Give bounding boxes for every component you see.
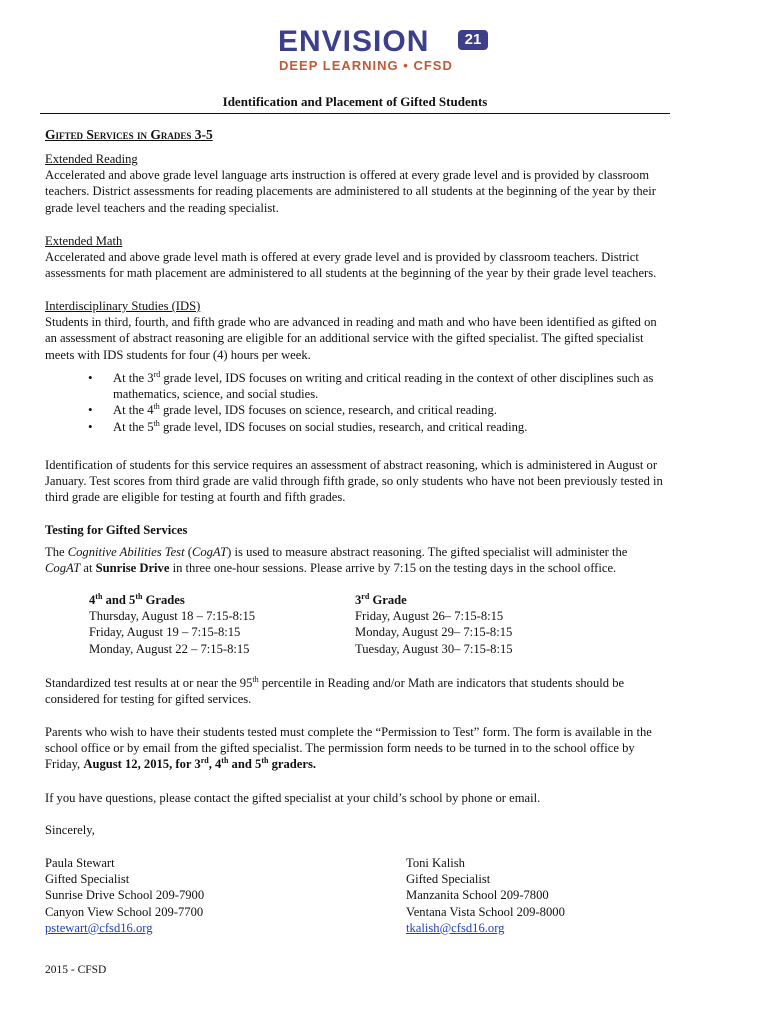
paragraph-line: school office or by email from the gifted specialist. The permission form needs to be turned in to the school office by: [45, 741, 635, 756]
paragraph-line: Accelerated and above grade level math is offered at every grade level and is provided by classroom teachers. District: [45, 250, 639, 265]
testing-heading: Testing for Gifted Services: [45, 523, 188, 537]
bullet-text: At the 4: [113, 403, 154, 418]
testing-paragraph: [45, 544, 725, 576]
email-link[interactable]: tkalish@cfsd16.org: [406, 920, 505, 935]
signer-title: Gifted Specialist: [406, 872, 491, 887]
text: ) is used to measure abstract reasoning. The gifted specialist will administer the: [227, 545, 628, 560]
signer-school: Canyon View School 209-7700: [45, 904, 204, 919]
signer-title: Gifted Specialist: [45, 872, 130, 887]
text: August 12, 2015, for 3: [83, 757, 201, 772]
ordinal-suffix: rd: [361, 592, 370, 601]
text: Grade: [369, 593, 407, 607]
extended-math-heading: Extended Math: [45, 234, 123, 248]
ordinal-suffix: th: [153, 418, 160, 428]
logo-wordmark: ENVISION: [278, 25, 430, 58]
envision-logo: [278, 26, 493, 76]
schedule-row: Thursday, August 18 – 7:15-8:15: [89, 609, 256, 624]
signature-block-stewart: [45, 855, 204, 936]
questions-line: If you have questions, please contact the gifted specialist at your child’s school by phone or email.: [45, 791, 541, 805]
paragraph-line: meets with IDS students for four (4) hours per week.: [45, 347, 311, 362]
testing-school: Sunrise Drive: [95, 561, 170, 576]
parents-paragraph: [45, 724, 725, 773]
paragraph-line: considered for testing for gifted services.: [45, 692, 252, 707]
bullet-text: grade level, IDS focuses on science, research, and critical reading.: [159, 403, 497, 418]
text: at: [80, 561, 96, 576]
text: 3: [355, 593, 362, 607]
text: Friday,: [45, 757, 84, 772]
email-link[interactable]: pstewart@cfsd16.org: [45, 920, 153, 935]
text: Grades: [142, 593, 185, 607]
ordinal-suffix: rd: [153, 370, 161, 379]
ordinal-suffix: th: [95, 592, 103, 601]
list-item: [88, 370, 718, 402]
footer: 2015 - CFSD: [45, 964, 107, 976]
ordinal-suffix: th: [153, 402, 160, 412]
paragraph-line: an assessment of abstract reasoning are eligible for an additional service with the gifted specialist. The gifted specialist: [45, 331, 644, 346]
ordinal-suffix: th: [135, 592, 143, 601]
text: graders.: [268, 757, 317, 772]
list-item: [88, 419, 718, 435]
testing-section: [45, 522, 725, 577]
ordinal-suffix: th: [261, 756, 269, 766]
document-title: Identification and Placement of Gifted Students: [222, 94, 488, 109]
paragraph-line: [45, 675, 725, 691]
test-name: Cognitive Abilities Test: [67, 545, 185, 560]
paragraph-line: third grade are eligible for testing at fourth and fifth grades.: [45, 490, 346, 505]
section-heading: Gifted Services in Grades 3-5: [45, 127, 213, 142]
schedule-row: Monday, August 29– 7:15-8:15: [355, 625, 513, 640]
logo-badge: 21: [458, 30, 488, 50]
schedule-grades-4-5: [89, 592, 255, 657]
schedule-heading: [355, 592, 513, 608]
ids-heading: Interdisciplinary Studies (IDS): [45, 299, 201, 313]
paragraph-line: grade level teachers and the reading specialist.: [45, 200, 279, 215]
extended-reading-heading: Extended Reading: [45, 152, 138, 166]
bullet-text: mathematics, science, and social studies.: [113, 387, 319, 402]
ids-section: [45, 298, 725, 363]
ids-bullet-list: [88, 370, 718, 435]
ordinal-suffix: th: [221, 756, 229, 766]
schedule-row: Friday, August 26– 7:15-8:15: [355, 609, 504, 624]
signer-school: Ventana Vista School 209-8000: [406, 904, 565, 919]
extended-math-section: [45, 233, 725, 282]
extended-reading-section: [45, 151, 725, 216]
text: percentile in Reading and/or Math are indicators that students should be: [258, 676, 625, 690]
ordinal-suffix: rd: [200, 756, 209, 766]
bullet-text: At the 5: [113, 419, 154, 434]
bullet-text: grade level, IDS focuses on writing and critical reading in the context of other disciplines such as: [160, 371, 654, 385]
schedule-row: Monday, August 22 – 7:15-8:15: [89, 641, 250, 656]
text: 4: [89, 593, 96, 607]
text: in three one-hour sessions. Please arrive by 7:15 on the testing days in the school office.: [169, 561, 617, 576]
bullet-text: grade level, IDS focuses on social studies, research, and critical reading.: [159, 419, 528, 434]
signature-block-kalish: [406, 855, 565, 936]
text: The: [45, 545, 68, 560]
deadline: [83, 757, 316, 771]
text: and 5: [102, 593, 136, 607]
closing: Sincerely,: [45, 823, 95, 837]
paragraph-line: Identification of students for this service requires an assessment of abstract reasoning, which is administered in August or: [45, 458, 658, 472]
schedule-row: Tuesday, August 30– 7:15-8:15: [355, 641, 513, 656]
title-rule: [40, 113, 670, 114]
identification-paragraph: [45, 457, 725, 506]
text: (: [184, 545, 192, 560]
signer-name: Paula Stewart: [45, 856, 115, 870]
text: Standardized test results at or near the 95: [45, 676, 253, 690]
paragraph-line: assessments for math placement are administered to all students at the beginning of the year by their grade level teachers.: [45, 266, 657, 281]
list-item: [88, 402, 718, 418]
bullet-text: At the 3: [113, 371, 154, 385]
signer-name: Toni Kalish: [406, 856, 465, 870]
standardized-paragraph: [45, 675, 725, 707]
paragraph-line: Parents who wish to have their students tested must complete the “Permission to Test” form. The form is available in the: [45, 725, 652, 739]
ordinal-suffix: th: [252, 675, 259, 684]
paragraph-line: teachers. District assessments for reading placements are administered to all students at the beginning of the year by their: [45, 184, 656, 199]
text: and 5: [228, 757, 262, 772]
text: , 4: [208, 757, 222, 772]
paragraph-line: Students in third, fourth, and fifth grade who are advanced in reading and math and who have been identified as gifted on: [45, 315, 657, 330]
test-abbreviation: CogAT: [191, 545, 228, 560]
test-abbreviation: CogAT: [45, 561, 81, 576]
paragraph-line: January. Test scores from third grade are valid through fifth grade, so only students who have not been previously tested in: [45, 474, 663, 489]
schedule-grade-3: [355, 592, 513, 657]
schedule-row: Friday, August 19 – 7:15-8:15: [89, 625, 241, 640]
signer-school: Manzanita School 209-7800: [406, 888, 549, 903]
paragraph-line: Accelerated and above grade level language arts instruction is offered at every grade level and is provided by classroom: [45, 168, 650, 183]
signer-school: Sunrise Drive School 209-7900: [45, 888, 205, 903]
schedule-heading: [89, 592, 255, 608]
logo-tagline: DEEP LEARNING • CFSD: [279, 58, 453, 73]
paragraph-line: [45, 756, 725, 772]
